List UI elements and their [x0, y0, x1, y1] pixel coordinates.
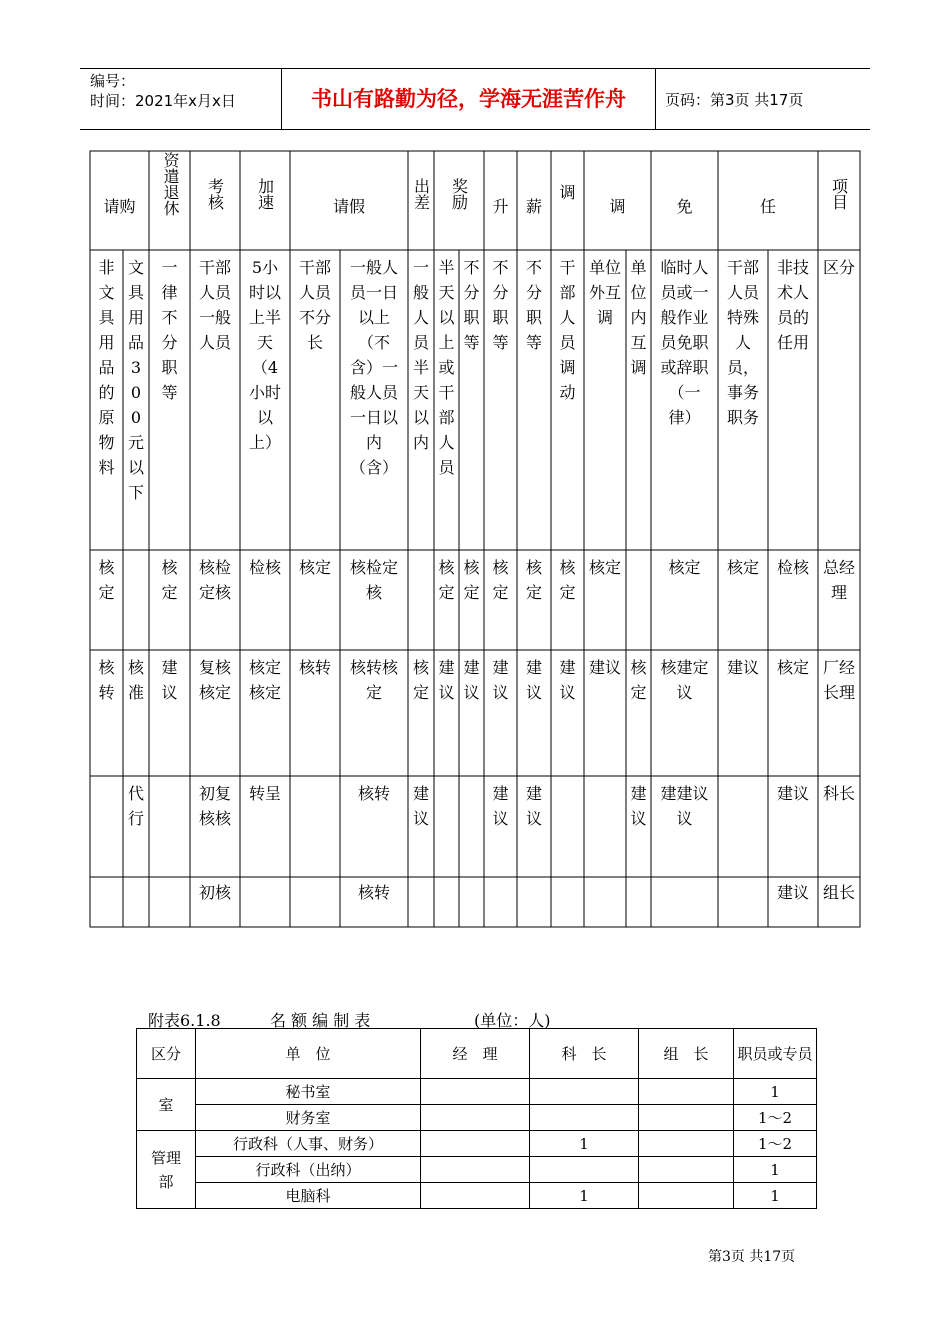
- fm-cell: 核定: [413, 658, 430, 702]
- quota-chief: 1: [530, 1183, 639, 1209]
- gm-cell: 核定: [668, 558, 701, 577]
- quota-unit: 财务室: [196, 1105, 421, 1131]
- gl-cell: 建议: [777, 883, 810, 902]
- sc-cell: 建建议议: [660, 784, 709, 828]
- gm-cell: 核定: [299, 558, 332, 577]
- table-row: [137, 1131, 817, 1157]
- table-row: [137, 1183, 817, 1209]
- fm-cell: 建议: [526, 658, 543, 702]
- motto: 书山有路勤为径，学海无涯苦作舟: [282, 69, 656, 129]
- quota-leader: [639, 1157, 734, 1183]
- sc-cell: 建议: [492, 784, 509, 828]
- sub-header-cell: 一般人员半天以内: [413, 258, 430, 452]
- quota-staff: 1: [734, 1157, 817, 1183]
- sub-header-cell: 单位外互调: [589, 258, 622, 327]
- sub-header-cell: 半天以上或干部人员: [438, 258, 455, 477]
- quota-unit: 行政科（出纳）: [196, 1157, 421, 1183]
- hdr-reward: [434, 178, 484, 210]
- header-meta: [80, 69, 282, 129]
- hdr-accel-text: 加速: [255, 178, 275, 210]
- gm-cell: 核检定核: [199, 558, 232, 602]
- fm-cell: 核准: [128, 658, 145, 702]
- sub-header-cell: 非文具用品的原物料: [98, 258, 115, 477]
- hdr-promote: 升: [492, 197, 509, 216]
- quota-group-mgmt-text: 管理部: [150, 1148, 181, 1191]
- fm-cell: 核定核定: [249, 658, 282, 702]
- fm-cell: 核定: [777, 658, 810, 677]
- gm-cell: 核定: [589, 558, 622, 577]
- doc-time-label: 时间：2021年x月x日: [90, 92, 236, 110]
- gm-cell: 总经理: [823, 558, 856, 602]
- sc-cell: 建议: [526, 784, 543, 828]
- sub-header-cell: 单位内互调: [630, 258, 647, 377]
- footer-page-number: 第3页 共17页: [708, 1249, 796, 1265]
- sub-header-cell: 文具用品300元以下: [128, 258, 145, 502]
- quota-table: [136, 1028, 817, 1209]
- table-row: [137, 1079, 817, 1105]
- sub-header-cell: 干部人员调动: [559, 258, 576, 402]
- sub-header-cell: 临时人员或一般作业员免职或辞职（一律）: [660, 258, 709, 427]
- fm-cell: 核建定议: [660, 658, 709, 702]
- table-row: [137, 1157, 817, 1183]
- quota-manager: [421, 1183, 530, 1209]
- hdr-dismiss: 免: [676, 197, 693, 216]
- sub-header-cell: 不分职等: [492, 258, 509, 352]
- table-row: [137, 1105, 817, 1131]
- fm-cell: 建议: [727, 658, 760, 677]
- fm-cell: 建议: [492, 658, 509, 702]
- quota-manager: [421, 1079, 530, 1105]
- quota-unit: 行政科（人事、财务）: [196, 1131, 421, 1157]
- hdr-purchase: 请购: [103, 197, 136, 216]
- gm-cell: 核定: [98, 558, 115, 602]
- gm-cell: 核定: [727, 558, 760, 577]
- sub-header-cell: 干部人员特殊人员，事务职务: [727, 258, 760, 427]
- fm-cell: 核转: [299, 658, 332, 677]
- gm-cell: 核定: [463, 558, 480, 602]
- quota-manager: [421, 1157, 530, 1183]
- fm-cell: 建议: [559, 658, 576, 702]
- sub-header-cell: 不分职等: [526, 258, 543, 352]
- sc-cell: 初复核核: [199, 784, 232, 828]
- page-header: [80, 68, 870, 130]
- gl-cell: 组长: [823, 883, 856, 902]
- gm-cell: 核检定核: [350, 558, 399, 602]
- sc-cell: 建议: [630, 784, 647, 828]
- fm-cell: 复核核定: [199, 658, 232, 702]
- hdr-severance: [154, 152, 186, 216]
- sub-header-cell: 一般人员一日以上（不含）一般人员一日以内（含）: [350, 258, 399, 477]
- quota-manager: [421, 1131, 530, 1157]
- quota-group-mgmt: [137, 1131, 196, 1209]
- quota-col-manager: 经 理: [421, 1029, 530, 1079]
- quota-staff: 1: [734, 1183, 817, 1209]
- quota-caption-no: 附表6.1.8: [148, 1011, 221, 1030]
- sc-cell: 代行: [128, 784, 145, 828]
- hdr-trip-text: 出差: [411, 178, 431, 210]
- gm-cell: 核定: [438, 558, 455, 602]
- sc-cell: 科长: [823, 784, 856, 803]
- fm-cell: 建议: [161, 658, 178, 702]
- hdr-item-text: 项目: [829, 178, 849, 210]
- hdr-item: [818, 178, 860, 210]
- sub-header-cell: 区分: [823, 258, 856, 277]
- fm-cell: 核转核定: [350, 658, 399, 702]
- quota-col-staff: 职员或专员: [734, 1029, 817, 1079]
- quota-header-row: [137, 1029, 817, 1079]
- quota-chief: 1: [530, 1131, 639, 1157]
- sub-header-cell: 一律不分职等: [161, 258, 178, 402]
- hdr-transfer-1: 调: [559, 183, 576, 202]
- hdr-transfer-2: 调: [609, 197, 626, 216]
- hdr-review: [190, 178, 240, 210]
- fm-cell: 厂经长理: [823, 658, 856, 702]
- quota-col-chief: 科 长: [530, 1029, 639, 1079]
- quota-staff: 1～2: [734, 1131, 817, 1157]
- header-page-label: 页码：第3页 共17页: [665, 91, 804, 109]
- hdr-review-text: 考核: [205, 178, 225, 210]
- quota-col-leader: 组 长: [639, 1029, 734, 1079]
- fm-cell: 建议: [438, 658, 455, 702]
- hdr-accel: [240, 178, 290, 210]
- gm-cell: 检核: [777, 558, 810, 577]
- sub-header-cell: 干部人员一般人员: [199, 258, 232, 352]
- quota-col-section: 区分: [137, 1029, 196, 1079]
- quota-leader: [639, 1183, 734, 1209]
- sub-header-cell: 非技术人员的任用: [777, 258, 810, 352]
- hdr-trip: [408, 178, 434, 210]
- quota-chief: [530, 1157, 639, 1183]
- quota-manager: [421, 1105, 530, 1131]
- gm-cell: 检核: [249, 558, 282, 577]
- quota-unit: 电脑科: [196, 1183, 421, 1209]
- fm-cell: 建议: [589, 658, 622, 677]
- sc-cell: 建议: [777, 784, 810, 803]
- sc-cell: 建议: [413, 784, 430, 828]
- sc-cell: 核转: [357, 784, 390, 803]
- gm-cell: 核定: [161, 558, 178, 602]
- gl-cell: 核转: [357, 883, 390, 902]
- quota-chief: [530, 1079, 639, 1105]
- gm-cell: 核定: [559, 558, 576, 602]
- gl-cell: 初核: [199, 883, 232, 902]
- quota-caption-title: 名 额 编 制 表: [270, 1011, 371, 1030]
- fm-cell: 核转: [98, 658, 115, 702]
- sub-header-cell: 5小时以上半天（4小时以上）: [249, 258, 282, 452]
- sub-header-cell: 干部人员不分长: [299, 258, 332, 352]
- hdr-severance-text: 资遣退休: [161, 152, 180, 216]
- fm-cell: 建议: [463, 658, 480, 702]
- fm-cell: 核定: [630, 658, 647, 702]
- quota-staff: 1: [734, 1079, 817, 1105]
- hdr-salary: 薪: [525, 197, 542, 216]
- doc-number-label: 编号：: [90, 72, 136, 90]
- quota-group-room: 室: [137, 1079, 196, 1131]
- gm-cell: 核定: [492, 558, 509, 602]
- quota-staff: 1～2: [734, 1105, 817, 1131]
- hdr-leave: 请假: [332, 197, 365, 216]
- hdr-reward-text: 奖励: [449, 178, 469, 210]
- quota-unit: 秘书室: [196, 1079, 421, 1105]
- sub-header-cell: 不分职等: [463, 258, 480, 352]
- quota-leader: [639, 1079, 734, 1105]
- quota-col-unit: 单 位: [196, 1029, 421, 1079]
- gm-cell: 核定: [526, 558, 543, 602]
- quota-leader: [639, 1105, 734, 1131]
- quota-caption-unit: (单位：人): [474, 1011, 551, 1030]
- quota-leader: [639, 1131, 734, 1157]
- sc-cell: 转呈: [249, 784, 282, 803]
- quota-chief: [530, 1105, 639, 1131]
- hdr-appoint: 任: [759, 197, 776, 216]
